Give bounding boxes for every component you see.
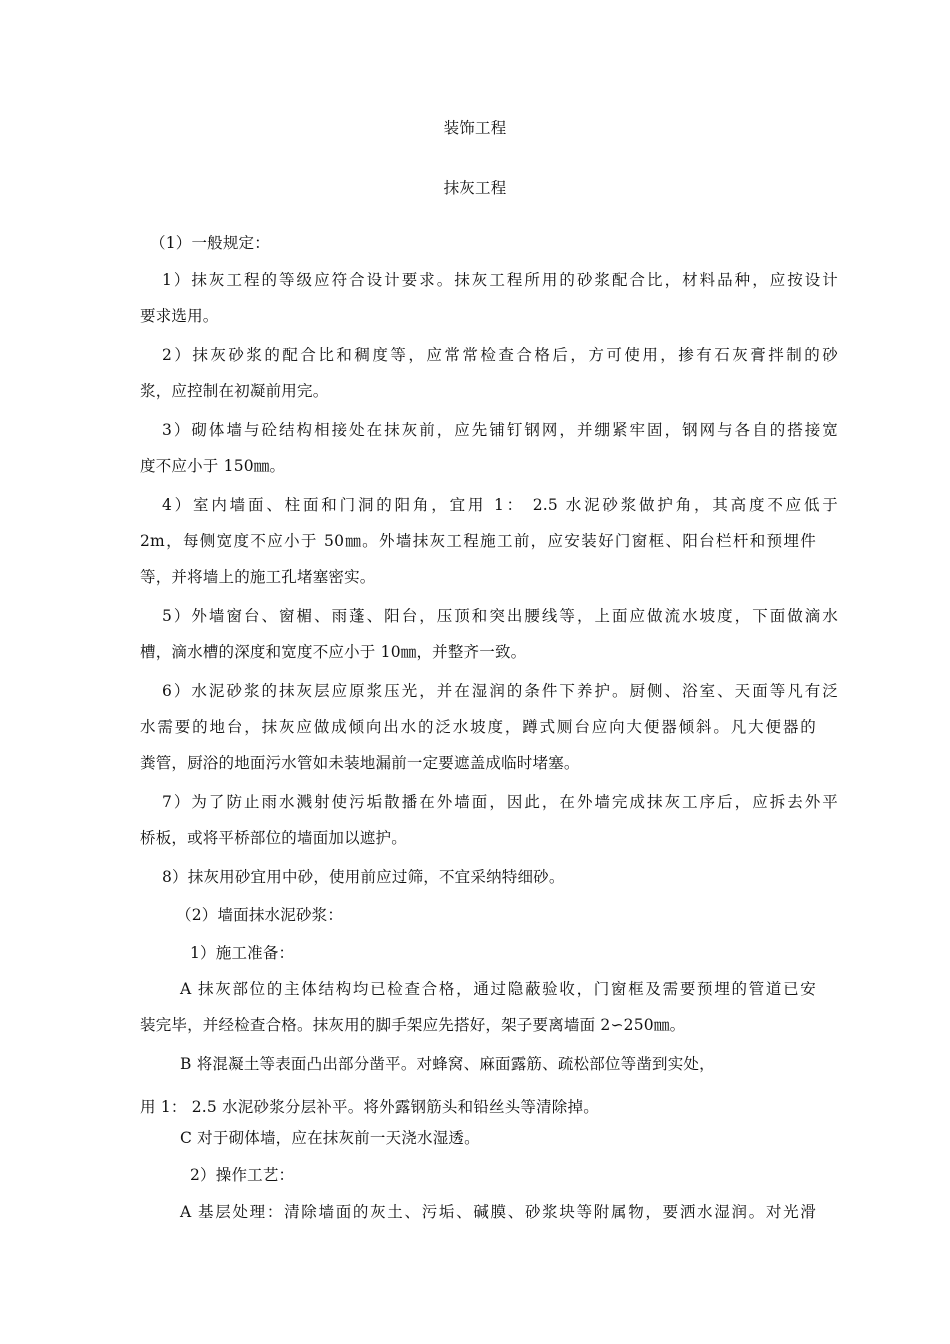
paragraph-line: C 对于砌体墙，应在抹灰前一天浇水湿透。: [180, 1129, 480, 1147]
paragraph-line: 1）抹灰工程的等级应符合设计要求。抹灰工程所用的砂浆配合比，材料品种，应按设计: [162, 271, 838, 289]
paragraph-line: 8）抹灰用砂宜用中砂，使用前应过筛，不宜采纳特细砂。: [162, 868, 565, 886]
paragraph-line: 2）抹灰砂浆的配合比和稠度等，应常常检查合格后，方可使用，掺有石灰膏拌制的砂: [162, 346, 838, 364]
paragraph-line: 要求选用。: [140, 307, 219, 325]
paragraph-line: 4）室内墙面、柱面和门洞的阳角，宜用 1： 2.5 水泥砂浆做护角，其高度不应低于: [162, 496, 838, 514]
paragraph-line: 粪管，厨浴的地面污水管如未装地漏前一定要遮盖成临时堵塞。: [140, 754, 580, 772]
heading-construction-prep: 1）施工准备：: [190, 944, 295, 962]
paragraph-line: 5）外墙窗台、窗楣、雨蓬、阳台，压顶和突出腰线等，上面应做流水坡度，下面做滴水: [162, 607, 838, 625]
heading-operation-process: 2）操作工艺：: [190, 1166, 295, 1184]
paragraph-line: B 将混凝土等表面凸出部分凿平。对蜂窝、麻面露筋、疏松部位等凿到实处，: [180, 1055, 715, 1073]
paragraph-line: 水需要的地台，抹灰应做成倾向出水的泛水坡度，蹲式厕台应向大便器倾斜。凡大便器的: [140, 718, 816, 736]
paragraph-line: 7）为了防止雨水溅射使污垢散播在外墙面，因此，在外墙完成抹灰工序后，应拆去外平: [162, 793, 838, 811]
paragraph-line: A 基层处理：清除墙面的灰土、污垢、碱膜、砂浆块等附属物，要洒水湿润。对光滑: [180, 1203, 816, 1221]
paragraph-line: 装完毕，并经检查合格。抹灰用的脚手架应先搭好，架子要离墙面 2∽250㎜。: [140, 1016, 686, 1034]
heading-wall-cement-mortar: （2）墙面抹水泥砂浆：: [176, 906, 344, 924]
document-title: 装饰工程: [443, 119, 507, 137]
paragraph-line: 度不应小于 150㎜。: [140, 457, 286, 475]
paragraph-line: 浆，应控制在初凝前用完。: [140, 382, 329, 400]
paragraph-line: 6）水泥砂浆的抹灰层应原浆压光，并在湿润的条件下养护。厨侧、浴室、天面等凡有泛: [162, 682, 838, 700]
paragraph-line: 用 1： 2.5 水泥砂浆分层补平。将外露钢筋头和铅丝头等清除掉。: [140, 1098, 599, 1116]
section-title: 抹灰工程: [443, 179, 507, 197]
paragraph-line: 槽，滴水槽的深度和宽度不应小于 10㎜，并整齐一致。: [140, 643, 527, 661]
paragraph-line: 3）砌体墙与砼结构相接处在抹灰前，应先铺钉钢网，并绷紧牢固，钢网与各自的搭接宽: [162, 421, 838, 439]
paragraph-line: 桥板，或将平桥部位的墙面加以遮护。: [140, 829, 407, 847]
paragraph-line: A 抹灰部位的主体结构均已检查合格，通过隐蔽验收，门窗框及需要预埋的管道已安: [180, 980, 816, 998]
heading-general-rules: （1）一般规定：: [150, 234, 270, 252]
paragraph-line: 等，并将墙上的施工孔堵塞密实。: [140, 568, 376, 586]
paragraph-line: 2m，每侧宽度不应小于 50㎜。外墙抹灰工程施工前，应安装好门窗框、阳台栏杆和预埋件: [140, 532, 816, 550]
